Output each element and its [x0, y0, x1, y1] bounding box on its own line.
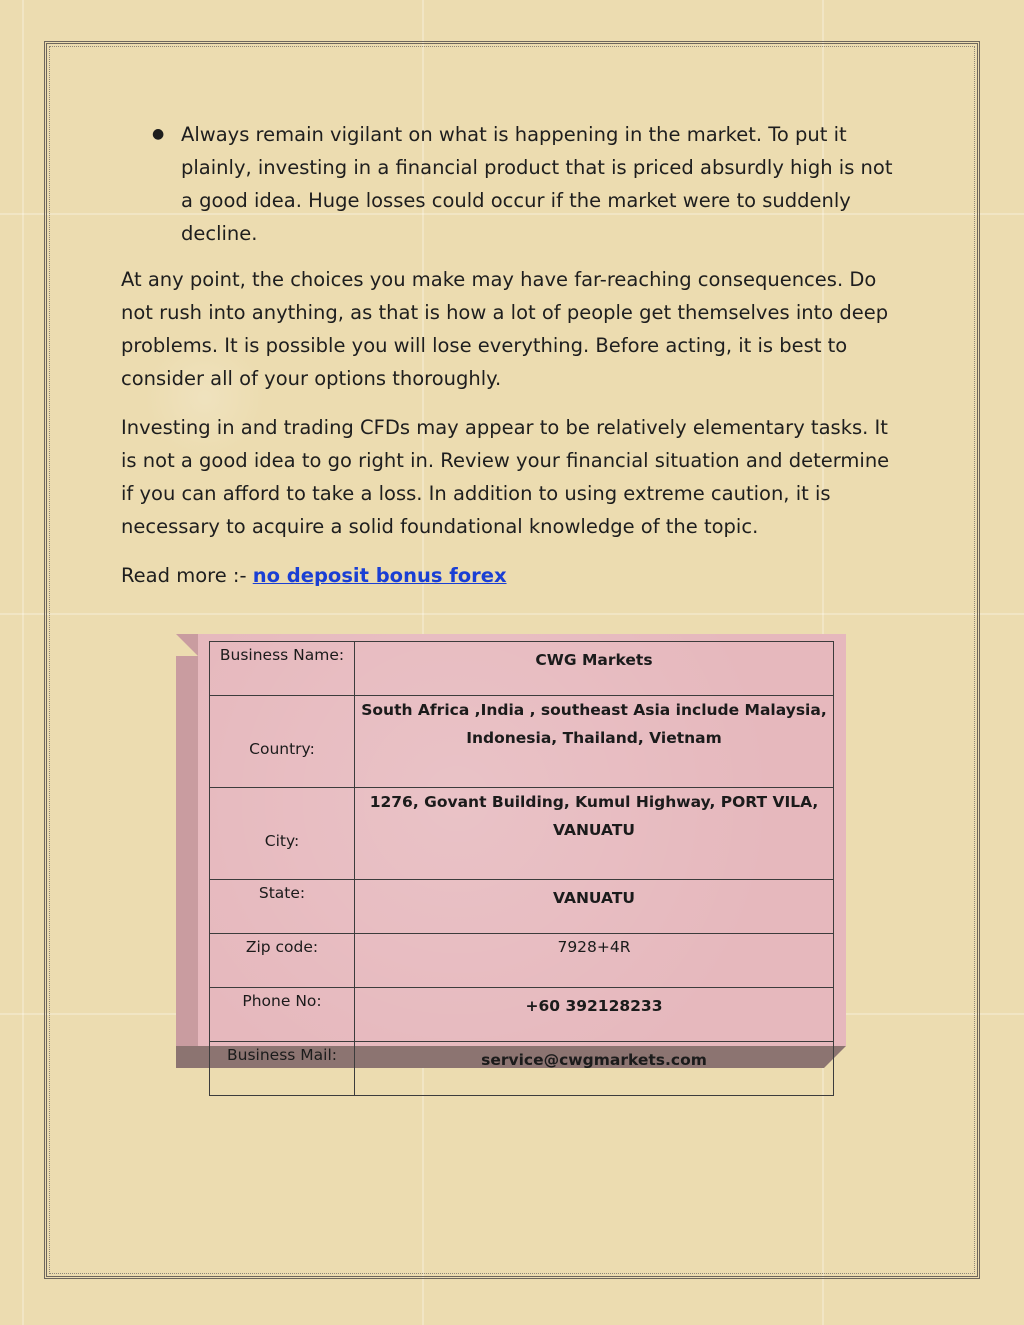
table-row-business-name: [210, 642, 834, 696]
read-more-line: [121, 559, 901, 592]
table-row-country: [210, 696, 834, 788]
zip-label: Zip code:: [210, 934, 355, 988]
email-label: Business Mail:: [210, 1042, 355, 1096]
paragraph-consequences: At any point, the choices you make may have far-reaching consequences. Do not rush into anything, as that is how a lot of people get themselves into deep problems. It is possible you will lose everything. Before acting, it is best to consider all of your options thoroughly.: [121, 268, 889, 390]
business-name-label: Business Name:: [210, 642, 355, 696]
table-row-zip: [210, 934, 834, 988]
city-value: 1276, Govant Building, Kumul Highway, PORT VILA, VANUATU: [355, 788, 834, 880]
table-row-city: [210, 788, 834, 880]
phone-value: +60 392128233: [355, 988, 834, 1042]
zip-value: 7928+4R: [355, 934, 834, 988]
state-value: VANUATU: [355, 880, 834, 934]
city-label: City:: [210, 788, 355, 880]
state-label: State:: [210, 880, 355, 934]
read-more-link[interactable]: no deposit bonus forex: [252, 564, 507, 587]
read-more-label: Read more :-: [121, 564, 253, 587]
country-label: Country:: [210, 696, 355, 788]
table-row-email: [210, 1042, 834, 1096]
table-row-phone: [210, 988, 834, 1042]
email-value: service@cwgmarkets.com: [355, 1042, 834, 1096]
table-row-state: [210, 880, 834, 934]
business-name-value: CWG Markets: [355, 642, 834, 696]
bullet-text: Always remain vigilant on what is happening in the market. To put it plainly, investing in a financial product that is priced absurdly high is not a good idea. Huge losses could occur if the market were to suddenly decline.: [181, 123, 893, 245]
article-body: [121, 118, 901, 592]
bullet-list-item: [121, 118, 901, 250]
country-value: South Africa ,India , southeast Asia include Malaysia, Indonesia, Thailand, Vietnam: [355, 696, 834, 788]
bullet-icon: ●: [152, 126, 165, 142]
business-info-table: [209, 641, 834, 1096]
paragraph-cfd-trading: Investing in and trading CFDs may appear to be relatively elementary tasks. It is not a good idea to go right in. Review your financial situation and determine if you can afford to take a loss. In addition to using extreme caution, it is necessary to acquire a solid foundational knowledge of the topic.: [121, 416, 890, 538]
phone-label: Phone No:: [210, 988, 355, 1042]
